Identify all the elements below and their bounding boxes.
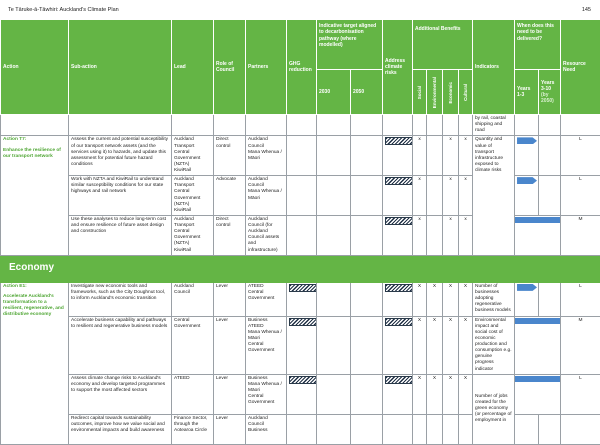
resource-need: M [561,316,600,374]
table-row [1,115,600,136]
timeline-years-1-3 [515,282,539,316]
benefit-economic: x [443,176,459,216]
lead-entry: KiwiRail [174,168,211,174]
partner-entry: Mana Whenua / Māori [248,150,284,162]
header-benefit-environmental: Environmental [427,70,443,115]
benefit-economic: X [443,282,459,316]
benefit-economic: X [443,316,459,374]
partners-cell [246,282,287,316]
sub-action-cell: Assess the current and potential susceptibility of our transport network assets (and the services using it) to hazards, and update this assessment for potential future hazard conditions [69,136,172,176]
role-cell: Lever [214,374,246,414]
benefit-social: x [413,136,427,176]
table-row [1,374,600,414]
lead-cell: ATEED [172,374,214,414]
partner-entry: Auckland Council [248,137,284,149]
header-address-risks: Address climate risks [383,20,413,115]
role-cell: Advocate [214,176,246,216]
timeline-years-1-3 [515,136,539,176]
header-benefit-economic: Economic [443,70,459,115]
table-row [1,282,600,316]
role-cell: Direct control [214,215,246,255]
partner-entry: Mana Whenua / Māori [248,189,284,201]
climate-risk-hatch-icon [385,217,413,225]
indicator-cell: Number of jobs created for the green economy (or percentage of employment in [473,374,515,444]
timeline-arrow-icon [517,137,537,144]
lead-entry: KiwiRail [174,208,211,214]
role-cell: Direct control [214,136,246,176]
header-role: Role of Council [214,20,246,115]
header-resource: Resource Need [561,20,600,115]
resource-need: L [561,176,600,216]
header-action: Action [1,20,69,115]
partners-cell: Auckland Council (for Auckland Council assets and infrastructure) [246,215,287,255]
header-sub-action: Sub-action [69,20,172,115]
timeline-years-3-10 [539,136,561,176]
partner-entry: Mana Whenua / Māori [248,330,284,342]
ghg-reduction-cell [287,316,317,374]
climate-risk-hatch-icon [385,177,413,185]
benefit-social: X [413,316,427,374]
benefit-cultural: x [459,136,473,176]
climate-risk-hatch-icon [385,376,413,384]
lead-entry: Central Government (NZTA) [174,189,211,207]
lead-entry: Auckland Transport [174,177,211,189]
header-benefit-cultural: Cultural [459,70,473,115]
benefit-environmental [427,176,443,216]
lead-cell: Finance Sector, through the Aotearoa Circle [172,414,214,444]
indicator-cell: by rail, coastal shipping and road [473,115,515,136]
climate-risk-cell [383,282,413,316]
benefit-social: X [413,282,427,316]
sub-action-cell: Assess climate change risks to Auckland's economy and develop targeted programmes to support the most affected sectors [69,374,172,414]
lead-cell [172,215,214,255]
lead-entry: Auckland Transport [174,217,211,229]
resource-need: M [561,215,600,255]
timeline-bar-cell [515,316,561,374]
page-header [0,0,600,19]
partner-entry: ATEED [248,324,284,330]
indicator-cell: Environmental impact and social cost of economic production and consumption e.g. genuine progress indicator [473,316,515,374]
sub-action-cell: Use these analyses to reduce long-term cost and ensure resilience of future asset design and construction [69,215,172,255]
partner-entry: Auckland Council [248,177,284,189]
header-target-2030: 2030 [317,70,351,115]
partner-entry: Central Government [248,290,284,302]
resource-need: L [561,282,600,316]
header-years-1-3: Years 1-3 [515,70,539,115]
lead-cell [172,136,214,176]
benefit-environmental [427,136,443,176]
benefit-social: x [413,176,427,216]
partner-entry: Auckland Council [248,416,284,428]
action-t7-cell [1,136,69,256]
climate-risk-hatch-icon [385,137,413,145]
partners-cell [246,316,287,374]
timeline-arrow-icon [517,284,537,291]
ghg-hatch-icon [289,318,317,326]
ghg-reduction-cell [287,282,317,316]
climate-risk-cell [383,136,413,176]
benefit-cultural: X [459,316,473,374]
partner-entry: Business [248,376,284,382]
lead-cell: Central Government [172,316,214,374]
lead-entry: Central Government (NZTA) [174,229,211,247]
table-row [1,136,600,176]
indicator-cell: Number of businesses adopting regenerative business models [473,282,515,316]
action-e1-cell [1,282,69,444]
action-t7-title: Action T7: [3,137,26,142]
climate-risk-hatch-icon [385,318,413,326]
partner-entry: Business [248,428,284,434]
sub-action-cell: Investigate new economic tools and frameworks, such as the City Doughnut tool, to inform Auckland's economic transition [69,282,172,316]
partners-cell [246,374,287,414]
benefit-cultural: x [459,176,473,216]
benefit-cultural: X [459,374,473,414]
table-row [1,316,600,374]
ghg-hatch-icon [289,284,317,292]
benefit-social: x [413,215,427,255]
action-e1-subtitle: Accelerate Auckland's transformation to a resilient, regenerative, and distributive economy [3,294,66,319]
lead-entry: Central Government (NZTA) [174,150,211,168]
section-row [1,255,600,282]
header-years-3-10-label: Years 3-10 [541,80,554,92]
climate-risk-cell [383,215,413,255]
climate-risk-cell [383,316,413,374]
benefit-environmental: X [427,282,443,316]
action-t7-subtitle: Enhance the resilience of our transport network [3,148,66,160]
header-indicators: Indicators [473,20,515,115]
benefit-cultural: x [459,215,473,255]
header-target: Indicative target aligned to decarbonisation pathway (where modelled) [317,20,383,70]
lead-cell [172,176,214,216]
indicator-cell: Quantity and value of transport infrastructure exposed to climate risks [473,136,515,256]
timeline-bar-cell [515,374,561,414]
timeline-years-3-10 [539,176,561,216]
header-partners: Partners [246,20,287,115]
partner-entry: ATEED [248,284,284,290]
partners-cell [246,136,287,176]
document-title: Te Tāruke-ā-Tāwhiri: Auckland's Climate Plan [8,7,119,13]
timeline-arrow-icon [517,177,537,184]
section-title-economy: Economy [1,255,600,282]
role-cell: Lever [214,414,246,444]
partners-cell [246,176,287,216]
lead-cell: Auckland Council [172,282,214,316]
header-years-3-10 [539,70,561,115]
action-e1-title: Action E1: [3,284,27,289]
partner-entry: Mana Whenua / Māori [248,382,284,394]
header-ghg: GHG reduction [287,20,317,115]
sub-action-cell: Redirect capital towards sustainability outcomes, improve how we value social and environmental impacts and build awareness [69,414,172,444]
role-cell: Lever [214,316,246,374]
benefit-cultural: X [459,282,473,316]
climate-risk-hatch-icon [385,284,413,292]
header-lead: Lead [172,20,214,115]
ghg-hatch-icon [289,376,317,384]
timeline-bar [515,318,560,324]
benefit-economic: x [443,215,459,255]
header-target-2050: 2050 [351,70,383,115]
lead-entry: KiwiRail [174,248,211,254]
page-number: 145 [582,7,591,13]
climate-risk-cell [383,176,413,216]
partner-entry: Business [248,318,284,324]
benefit-environmental: X [427,374,443,414]
resource-need: L [561,374,600,414]
resource-need: L [561,136,600,176]
partner-entry: Central Government [248,394,284,406]
benefit-social: X [413,374,427,414]
benefit-environmental [427,215,443,255]
header-by-2050: (by 2050) [541,92,554,104]
benefit-economic: x [443,136,459,176]
ghg-reduction-cell [287,374,317,414]
benefit-environmental: X [427,316,443,374]
sub-action-cell: Accelerate business capability and pathways to resilient and regenerative business models [69,316,172,374]
timeline-bar-cell [515,215,561,255]
timeline-bar [515,376,560,382]
header-benefit-social: Social [413,70,427,115]
timeline-years-1-3 [515,176,539,216]
timeline-years-3-10 [539,282,561,316]
header-additional-benefits: Additional Benefits [413,20,473,70]
timeline-bar [515,217,560,223]
benefit-economic: X [443,374,459,414]
lead-entry: Auckland Transport [174,137,211,149]
climate-plan-table [0,19,600,445]
header-delivered: When does this need to be delivered? [515,20,561,70]
partner-entry: Central Government [248,342,284,354]
climate-risk-cell [383,374,413,414]
role-cell: Lever [214,282,246,316]
sub-action-cell: Work with NZTA and KiwiRail to understand similar susceptibility conditions for our state highways and rail network [69,176,172,216]
